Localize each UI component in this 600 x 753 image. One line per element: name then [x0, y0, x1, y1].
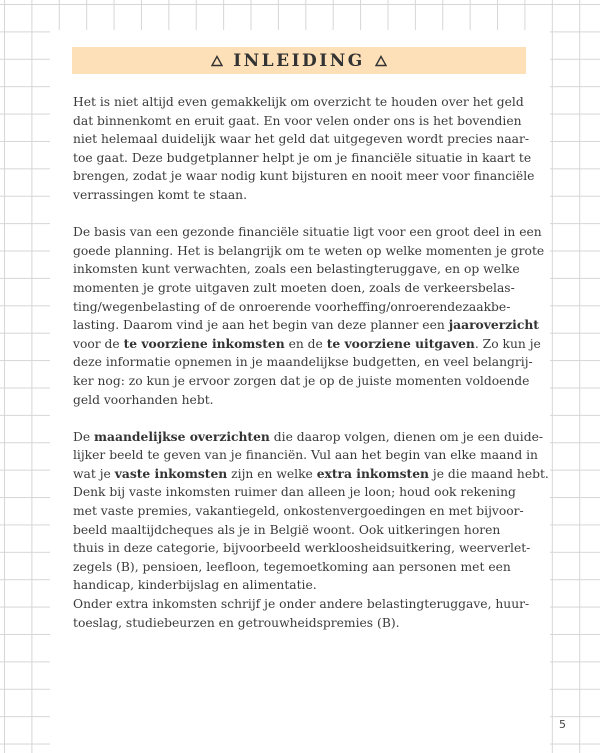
text-line — [73, 539, 543, 558]
text-line — [73, 112, 543, 131]
text-line — [73, 242, 543, 261]
text-segment: niet helemaal duidelijk waar het geld dat uitgegeven wordt precies naar- — [73, 132, 530, 147]
text-line — [73, 223, 543, 242]
text-segment: deze informatie opnemen in je maandelijkse budgetten, en veel belangrij- — [73, 355, 533, 370]
triangle-ornament-icon — [211, 55, 223, 67]
text-line — [73, 558, 543, 577]
paragraph-gap — [73, 205, 543, 224]
text-line — [73, 446, 543, 465]
text-line — [73, 391, 543, 410]
text-segment: toe gaat. Deze budgetplanner helpt je om je financiële situatie in kaart te — [73, 150, 532, 165]
bold-term: te voorziene inkomsten — [123, 335, 285, 351]
text-segment: met vaste premies, vakantiegeld, onkostenvergoedingen en met bijvoor- — [73, 504, 524, 519]
text-segment: thuis in deze categorie, bijvoorbeeld werkloosheidsuitkering, weerverlet- — [73, 541, 531, 556]
text-line — [73, 298, 543, 317]
text-line — [73, 502, 543, 521]
title-banner — [72, 47, 526, 74]
text-segment: ker nog: zo kun je ervoor zorgen dat je op de juiste momenten voldoende — [73, 373, 530, 388]
text-segment: zegels (B), pensioen, leefloon, tegemoetkoming aan personen met een — [73, 559, 511, 574]
text-line — [73, 335, 543, 354]
text-segment: voor de — [73, 336, 124, 351]
text-segment: goede planning. Het is belangrijk om te weten op welke momenten je grote — [73, 243, 545, 258]
text-line — [73, 186, 543, 205]
text-segment: . Zo kun je — [474, 336, 541, 351]
text-segment: zijn en welke — [227, 466, 317, 481]
text-line — [73, 428, 543, 447]
text-line — [73, 465, 549, 484]
text-line — [73, 521, 543, 540]
text-line — [73, 483, 543, 502]
bold-term: jaaroverzicht — [448, 317, 539, 333]
text-segment: je die maand hebt. — [429, 466, 549, 481]
bold-term: maandelijkse overzichten — [94, 428, 270, 444]
text-line — [73, 167, 543, 186]
bold-term: extra inkomsten — [316, 465, 429, 481]
text-segment: geld voorhanden hebt. — [73, 392, 214, 407]
text-segment: Onder extra inkomsten schrijf je onder andere belastingteruggave, huur- — [73, 597, 530, 612]
text-line — [73, 93, 543, 112]
bold-term: te voorziene uitgaven — [326, 335, 475, 351]
body-text — [73, 93, 549, 632]
text-segment: lijker beeld te geven van je financiën. Vul aan het begin van elke maand in — [73, 448, 538, 463]
text-line — [73, 353, 543, 372]
text-segment: beeld maaltijdcheques als je in België woont. Ook uitkeringen horen — [73, 522, 501, 537]
text-segment: Denk bij vaste inkomsten ruimer dan alleen je loon; houd ook rekening — [73, 485, 516, 500]
page-number: 5 — [559, 718, 566, 731]
text-segment: momenten je grote uitgaven zult moeten doen, zoals de verkeersbelas- — [73, 280, 515, 295]
text-segment: dat binnenkomt en eruit gaat. En voor velen onder ons is het bovendien — [73, 113, 522, 128]
text-line — [73, 595, 543, 614]
text-segment: lasting. Daarom vind je aan het begin van deze planner een — [73, 318, 449, 333]
text-segment: Het is niet altijd even gemakkelijk om overzicht te houden over het geld — [73, 95, 524, 109]
text-line — [73, 316, 543, 335]
text-line — [73, 576, 543, 595]
triangle-ornament-icon — [375, 55, 387, 67]
text-segment: en de — [284, 336, 327, 351]
text-segment: verrassingen komt te staan. — [73, 187, 247, 202]
text-line — [73, 279, 543, 298]
text-segment: wat je — [73, 466, 115, 481]
text-line — [73, 614, 543, 633]
text-line — [73, 149, 543, 168]
text-segment: De — [73, 429, 95, 444]
text-segment: brengen, zodat je waar nodig kunt bijsturen en nooit meer voor financiële — [73, 169, 535, 184]
text-line — [73, 372, 543, 391]
page-title: INLEIDING — [233, 50, 365, 71]
text-segment: ting/wegenbelasting of de onroerende voorheffing/onroerendezaakbe- — [73, 299, 511, 314]
text-segment: inkomsten kunt verwachten, zoals een belastingteruggave, en op welke — [73, 262, 520, 277]
paragraph-gap — [73, 409, 543, 428]
text-line — [73, 130, 543, 149]
text-segment: die daarop volgen, dienen om je een duide- — [269, 429, 544, 444]
text-segment: toeslag, studiebeurzen en getrouwheidspremies (B). — [73, 615, 400, 630]
text-segment: handicap, kinderbijslag en alimentatie. — [73, 578, 317, 593]
bold-term: vaste inkomsten — [114, 465, 228, 481]
text-segment: De basis van een gezonde financiële situatie ligt voor een groot deel in een — [73, 225, 542, 240]
text-line — [73, 260, 543, 279]
